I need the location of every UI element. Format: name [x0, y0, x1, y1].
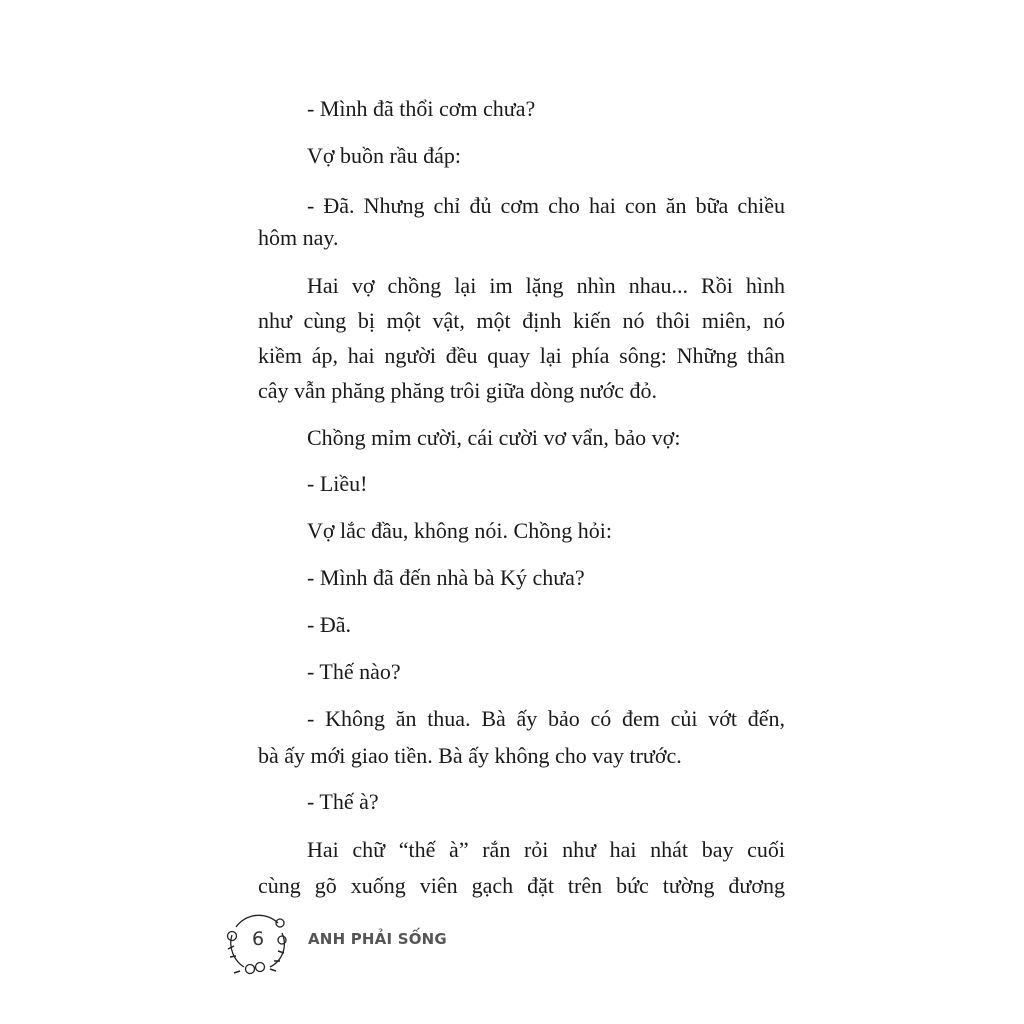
text-line-content: - Thế nào? [307, 659, 401, 684]
text-line [307, 835, 785, 865]
text-line-content: - Đã. Nhưng chỉ đủ cơm cho hai con ăn bữa chiều [307, 193, 785, 218]
text-line [258, 741, 785, 771]
text-line [307, 469, 785, 499]
text-line [307, 191, 785, 221]
text-line-content: Vợ buồn rầu đáp: [307, 143, 461, 168]
text-line-content: cùng gõ xuống viên gạch đặt trên bức tường đương [258, 873, 785, 898]
running-book-title: ANH PHẢI SỐNG [308, 930, 447, 948]
text-line-content: - Đã. [307, 612, 351, 637]
text-line [307, 787, 785, 817]
text-line-content: Hai vợ chồng lại im lặng nhìn nhau... Rồi hình [307, 273, 785, 298]
text-line-content: hôm nay. [258, 225, 339, 250]
text-line-content: cây vẫn phăng phăng trôi giữa dòng nước đỏ. [258, 378, 657, 403]
text-line [307, 563, 785, 593]
text-line [258, 223, 785, 253]
text-line-content: - Thế à? [307, 789, 379, 814]
text-line [258, 341, 785, 371]
text-line-content: kiềm áp, hai người đều quay lại phía sông: Những thân [258, 343, 785, 368]
page-number: 6 [251, 928, 265, 950]
text-line [307, 657, 785, 687]
text-line-content: Chồng mỉm cười, cái cười vơ vẩn, bảo vợ: [307, 425, 681, 450]
text-line-content: Hai chữ “thế à” rắn rỏi như hai nhát bay cuối [307, 837, 785, 862]
text-line-content: - Mình đã thổi cơm chưa? [307, 96, 536, 121]
text-line-content: như cùng bị một vật, một định kiến nó thôi miên, nó [258, 308, 785, 333]
text-line [258, 871, 785, 901]
text-line [307, 271, 785, 301]
text-line-content: Vợ lắc đầu, không nói. Chồng hỏi: [307, 518, 612, 543]
text-line [307, 423, 785, 453]
text-line-content: bà ấy mới giao tiền. Bà ấy không cho vay trước. [258, 743, 682, 768]
text-line [258, 306, 785, 336]
text-line-content: - Không ăn thua. Bà ấy bảo có đem củi vớt đến, [307, 706, 785, 731]
text-line [307, 516, 785, 546]
text-line-content: - Mình đã đến nhà bà Ký chưa? [307, 565, 585, 590]
text-line [307, 704, 785, 734]
text-line [307, 610, 785, 640]
text-line [307, 141, 785, 171]
text-line [258, 376, 785, 406]
text-line [307, 94, 785, 124]
text-line-content: - Liều! [307, 471, 368, 496]
